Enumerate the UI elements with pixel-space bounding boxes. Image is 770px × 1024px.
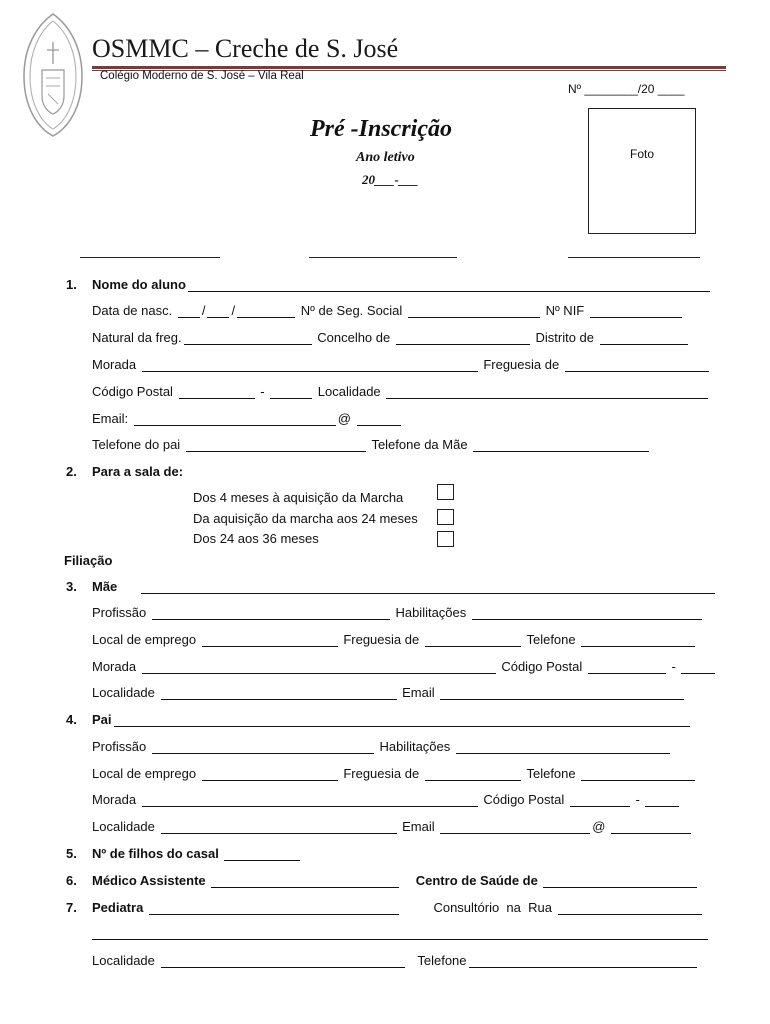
mother-profession-label: Profissão bbox=[92, 605, 147, 620]
room-label: Para a sala de: bbox=[92, 464, 184, 479]
freguesia-label: Freguesia de bbox=[483, 357, 560, 372]
mother-qualifications-field[interactable] bbox=[472, 607, 702, 620]
doctor-label: Médico Assistente bbox=[92, 873, 206, 888]
photo-box[interactable] bbox=[588, 108, 696, 234]
father-postal-code-label: Código Postal bbox=[483, 792, 565, 807]
signature-line-left[interactable] bbox=[80, 257, 220, 258]
mother-phone-label: Telefone bbox=[526, 632, 576, 647]
student-name-label: Nome do aluno bbox=[92, 277, 186, 292]
locality-field[interactable] bbox=[386, 386, 708, 399]
father-phone-field[interactable] bbox=[186, 439, 366, 452]
photo-label: Foto bbox=[629, 147, 654, 161]
school-seal-icon bbox=[22, 12, 84, 138]
father-workplace-field[interactable] bbox=[202, 768, 338, 781]
father-locality-label: Localidade bbox=[92, 819, 155, 834]
section-number: 2. bbox=[66, 464, 77, 479]
freguesia-field[interactable] bbox=[565, 359, 709, 372]
mother-freguesia-label: Freguesia de bbox=[343, 632, 420, 647]
father-email-label: Email bbox=[402, 819, 435, 834]
mother-label: Mãe bbox=[92, 579, 118, 594]
form-heading: Pré -Inscrição bbox=[310, 116, 452, 142]
clinic-locality-label: Localidade bbox=[92, 953, 155, 968]
mother-phone-field[interactable] bbox=[473, 439, 649, 452]
mother-email-label: Email bbox=[402, 685, 435, 700]
father-email-user-field[interactable] bbox=[440, 821, 590, 834]
children-count-field[interactable] bbox=[224, 848, 300, 861]
clinic-street-label: Consultório na Rua bbox=[433, 900, 552, 915]
father-phone-label: Telefone do pai bbox=[92, 437, 181, 452]
birth-year-field[interactable] bbox=[237, 305, 295, 318]
nif-field[interactable] bbox=[590, 305, 682, 318]
signature-line-right[interactable] bbox=[568, 257, 700, 258]
father-address-label: Morada bbox=[92, 792, 137, 807]
section-number: 3. bbox=[66, 579, 77, 594]
locality-label: Localidade bbox=[317, 384, 381, 399]
father-name-field[interactable] bbox=[114, 714, 690, 727]
email-user-field[interactable] bbox=[134, 413, 336, 426]
father-address-field[interactable] bbox=[142, 794, 478, 807]
clinic-street-field[interactable] bbox=[558, 902, 702, 915]
father-postal-code-field[interactable] bbox=[570, 794, 630, 807]
mother-locality-field[interactable] bbox=[161, 687, 397, 700]
father-qualifications-label: Habilitações bbox=[379, 739, 451, 754]
father-profession-label: Profissão bbox=[92, 739, 147, 754]
municipality-label: Concelho de bbox=[317, 330, 391, 345]
social-security-field[interactable] bbox=[408, 305, 540, 318]
father-locality-field[interactable] bbox=[161, 821, 397, 834]
mother-address-field[interactable] bbox=[142, 661, 496, 674]
mother-email-field[interactable] bbox=[440, 687, 684, 700]
filiation-heading: Filiação bbox=[64, 553, 113, 568]
address-field[interactable] bbox=[142, 359, 478, 372]
clinic-phone-label: Telefone bbox=[417, 953, 467, 968]
header-rule bbox=[92, 66, 726, 69]
mother-name-field[interactable] bbox=[141, 581, 715, 594]
clinic-street-continuation-field[interactable] bbox=[92, 927, 708, 940]
mother-workplace-label: Local de emprego bbox=[92, 632, 197, 647]
birth-date-label: Data de nasc. bbox=[92, 303, 173, 318]
mother-qualifications-label: Habilitações bbox=[395, 605, 467, 620]
father-profession-field[interactable] bbox=[152, 741, 374, 754]
email-label: Email: bbox=[92, 411, 129, 426]
doctor-field[interactable] bbox=[211, 875, 399, 888]
pediatrician-label: Pediatra bbox=[92, 900, 144, 915]
school-subtitle: Colégio Moderno de S. José – Vila Real bbox=[100, 70, 304, 82]
parish-field[interactable] bbox=[184, 332, 312, 345]
father-phone-label: Telefone bbox=[526, 766, 576, 781]
email-domain-field[interactable] bbox=[357, 413, 401, 426]
mother-postal-code-label: Código Postal bbox=[501, 659, 583, 674]
municipality-field[interactable] bbox=[396, 332, 530, 345]
birth-month-field[interactable] bbox=[207, 305, 229, 318]
clinic-locality-field[interactable] bbox=[161, 955, 405, 968]
clinic-phone-field[interactable] bbox=[469, 955, 697, 968]
mother-address-label: Morada bbox=[92, 659, 137, 674]
mother-postal-code-field[interactable] bbox=[588, 661, 666, 674]
health-center-field[interactable] bbox=[543, 875, 697, 888]
registration-number-field[interactable]: Nº ________/20 ____ bbox=[568, 82, 685, 96]
pediatrician-field[interactable] bbox=[149, 902, 399, 915]
postal-code-label: Código Postal bbox=[92, 384, 173, 399]
father-freguesia-field[interactable] bbox=[425, 768, 521, 781]
section-number: 6. bbox=[66, 873, 77, 888]
mother-workplace-field[interactable] bbox=[202, 634, 338, 647]
father-at-sign: @ bbox=[592, 819, 606, 834]
postal-code-suffix-field[interactable] bbox=[270, 386, 312, 399]
mother-profession-field[interactable] bbox=[152, 607, 390, 620]
room-option-3: Dos 24 aos 36 meses bbox=[193, 531, 319, 546]
father-postal-suffix-field[interactable] bbox=[645, 794, 679, 807]
mother-locality-label: Localidade bbox=[92, 685, 155, 700]
room-option-1-checkbox[interactable] bbox=[437, 484, 454, 500]
section-number: 4. bbox=[66, 712, 77, 727]
father-qualifications-field[interactable] bbox=[456, 741, 670, 754]
school-year-field[interactable]: 20___-___ bbox=[362, 172, 419, 187]
page-title: OSMMC – Creche de S. José bbox=[92, 34, 399, 63]
district-label: Distrito de bbox=[535, 330, 595, 345]
room-option-1: Dos 4 meses à aquisição da Marcha bbox=[193, 490, 404, 505]
section-number: 7. bbox=[66, 900, 77, 915]
room-option-2: Da aquisição da marcha aos 24 meses bbox=[193, 511, 418, 526]
health-center-label: Centro de Saúde de bbox=[415, 873, 538, 888]
mother-freguesia-field[interactable] bbox=[425, 634, 521, 647]
school-year-label: Ano letivo bbox=[356, 150, 415, 165]
mother-phone-label: Telefone da Mãe bbox=[371, 437, 468, 452]
mother-phone-field[interactable] bbox=[581, 634, 695, 647]
room-option-3-checkbox[interactable] bbox=[437, 531, 454, 547]
father-workplace-label: Local de emprego bbox=[92, 766, 197, 781]
father-label: Pai bbox=[92, 712, 112, 727]
father-freguesia-label: Freguesia de bbox=[343, 766, 420, 781]
student-name-field[interactable] bbox=[188, 279, 710, 292]
district-field[interactable] bbox=[600, 332, 688, 345]
section-number: 1. bbox=[66, 277, 77, 292]
room-option-2-checkbox[interactable] bbox=[437, 509, 454, 525]
father-email-domain-field[interactable] bbox=[611, 821, 691, 834]
nif-label: Nº NIF bbox=[545, 303, 585, 318]
section-number: 5. bbox=[66, 846, 77, 861]
parish-label: Natural da freg. bbox=[92, 330, 182, 345]
postal-code-field[interactable] bbox=[179, 386, 255, 399]
social-security-label: Nº de Seg. Social bbox=[300, 303, 403, 318]
children-count-label: Nº de filhos do casal bbox=[92, 846, 219, 861]
signature-line-center[interactable] bbox=[309, 257, 457, 258]
at-sign: @ bbox=[337, 411, 351, 426]
address-label: Morada bbox=[92, 357, 137, 372]
mother-postal-suffix-field[interactable] bbox=[681, 661, 715, 674]
father-phone-field[interactable] bbox=[581, 768, 695, 781]
birth-day-field[interactable] bbox=[178, 305, 200, 318]
